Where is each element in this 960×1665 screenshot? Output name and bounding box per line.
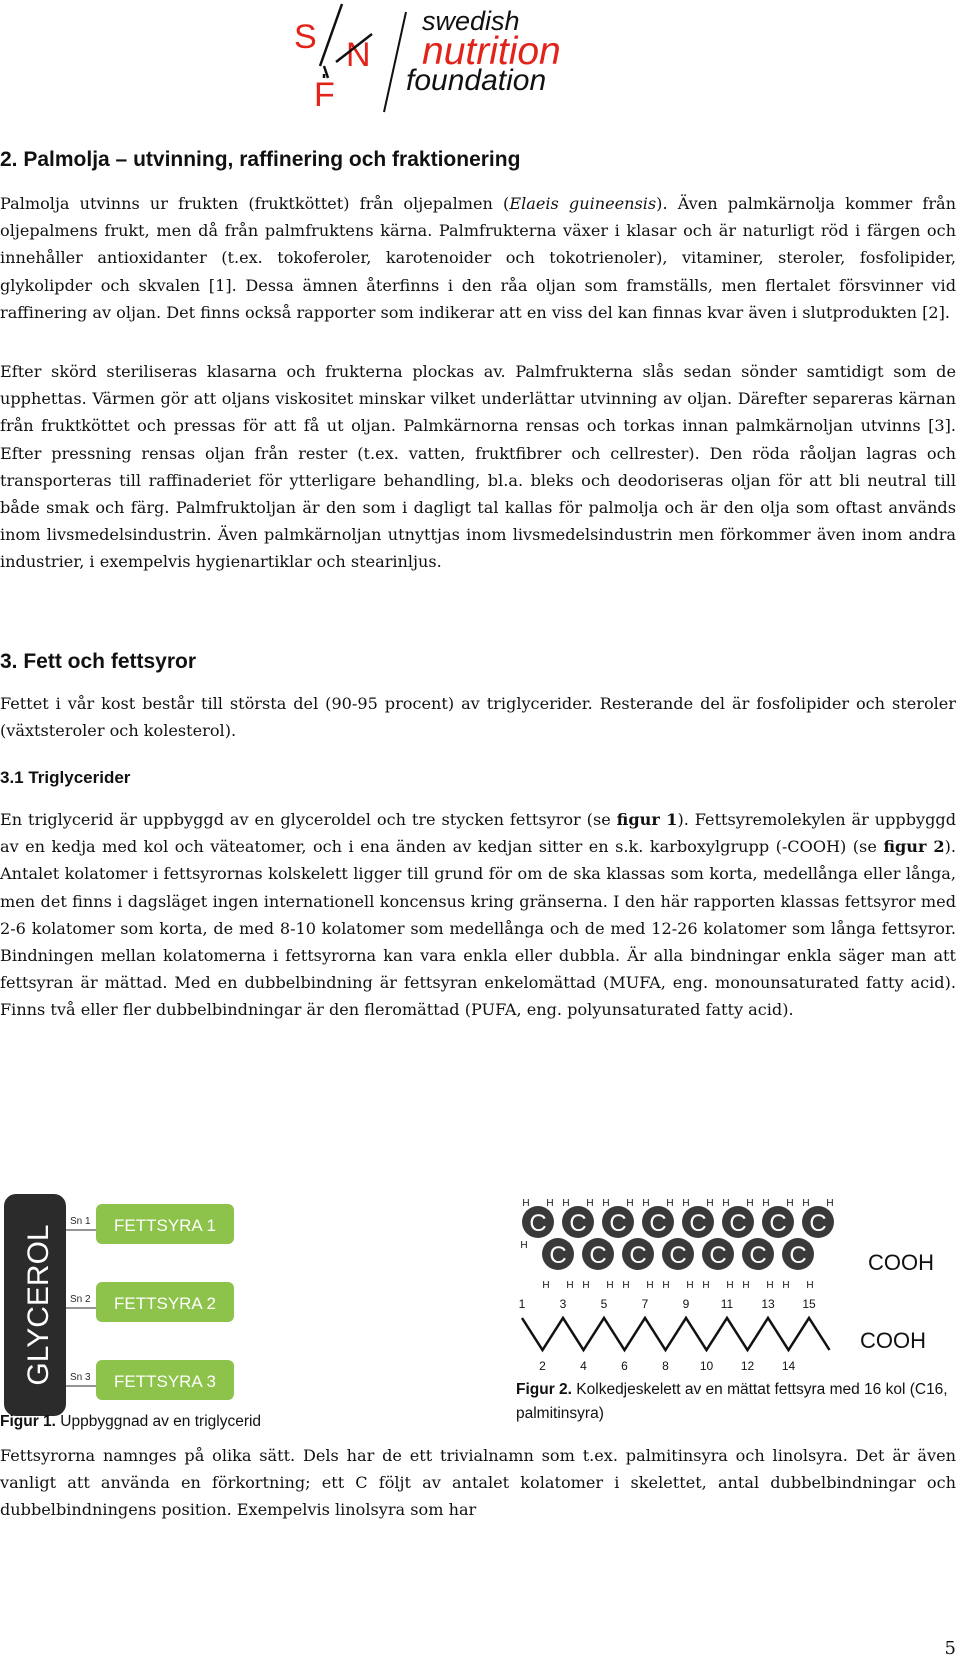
page-number: 5: [944, 1638, 956, 1659]
fatty-acid-1-label: FETTSYRA 1: [113, 1216, 217, 1235]
section-3-1-paragraph: En triglycerid är uppbyggd av en glyceroldel och tre stycken fettsyror (se figur 1). Fettsyremolekylen är uppbyggd av en kedja med kol och väteatomer, och i ena änden av kedjan sitter en s.k. karboxylgrupp (-COOH) (se figur 2). Antalet kolatomer i fettsyrornas kolskelett ligger till grund för om de ska klassas som korta, medellånga eller långa, men det finns i dagsläget ingen internationell koncensus kring gränserna. I den här rapporten klassas fettsyror med 2-6 kolatomer som korta, de med 8-10 kolatomer som medellånga och de med 12-26 kolatomer som långa fettsyror. Bindningen mellan kolatomerna i fettsyrorna kan vara enkla eller dubbla. Är alla bindningar enkla säger man att fettsyran är mättad. Med en dubbelbindning är fettsyran enkelomättad (MUFA, eng. monounsaturated fatty acid). Finns två eller fler dubbelbindningar är den fleromättad (PUFA, eng. polyunsaturated fatty acid).: [0, 810, 956, 1020]
logo-letter-s: S: [294, 18, 317, 56]
section-2-heading: 2. Palmolja – utvinning, raffinering och fraktionering: [0, 148, 521, 171]
carbon-atom-label: C: [729, 1210, 747, 1237]
hydrogen-label: H: [546, 1198, 554, 1209]
hydrogen-label: H: [802, 1198, 810, 1209]
carbon-number-bottom: 12: [740, 1359, 755, 1373]
carbon-atom-label: C: [709, 1242, 727, 1269]
hydrogen-label: H: [726, 1280, 734, 1291]
logo-letter-n: N: [346, 36, 371, 74]
carbon-atom-label: C: [749, 1242, 767, 1269]
carbon-number-top: 1: [518, 1297, 526, 1311]
hydrogen-label: H: [722, 1198, 730, 1209]
carbon-atom-label: C: [649, 1210, 667, 1237]
section-3-heading: 3. Fett och fettsyror: [0, 650, 197, 673]
hydrogen-label: H: [766, 1280, 774, 1291]
carbon-number-top: 11: [720, 1297, 734, 1311]
carbon-atom-label: C: [689, 1210, 707, 1237]
carbon-atom-label: C: [529, 1210, 547, 1237]
carbon-number-bottom: 4: [580, 1359, 587, 1373]
figure-2-caption: Figur 2. Kolkedjeskelett av en mättat fettsyra med 16 kol (C16, palmitinsyra): [516, 1381, 948, 1422]
carbon-atom-label: C: [769, 1210, 787, 1237]
species-name: Elaeis guineensis: [509, 194, 657, 213]
fatty-acid-3-label: FETTSYRA 3: [113, 1372, 217, 1391]
figure-2-reference: figur 2: [883, 837, 945, 857]
carboxyl-group-bottom: COOH: [860, 1328, 926, 1353]
figure-1-caption: Figur 1. Uppbyggnad av en triglycerid: [0, 1413, 262, 1430]
section-3-1-heading: 3.1 Triglycerider: [0, 768, 131, 787]
snf-logo: [294, 0, 674, 118]
hydrogen-label: H: [702, 1280, 710, 1291]
section-3-paragraph-1: Fettet i vår kost består till största del (90-95 procent) av triglycerider. Resterande del är fosfolipider och steroler (växtsteroler och kolesterol).: [0, 694, 956, 741]
hydrogen-label: H: [586, 1198, 594, 1209]
carbon-number-top: 13: [761, 1297, 775, 1311]
carbon-atom-label: C: [789, 1242, 807, 1269]
carbon-number-labels: [519, 1297, 816, 1373]
hydrogen-label: H: [606, 1280, 614, 1291]
hydrogen-label: H: [706, 1198, 714, 1209]
glycerol-label: GLYCEROL: [22, 1224, 55, 1386]
hydrogen-label: H: [686, 1280, 694, 1291]
hydrogen-label: H: [662, 1280, 670, 1291]
carbon-number-bottom: 6: [621, 1359, 628, 1373]
carbon-atom-label: C: [609, 1210, 627, 1237]
zigzag-skeleton: [522, 1318, 830, 1350]
hydrogen-label: H: [642, 1198, 650, 1209]
hydrogen-label: H: [622, 1280, 630, 1291]
carbon-number-top: 5: [600, 1297, 608, 1311]
carbon-number-bottom: 10: [699, 1359, 714, 1373]
carbon-number-top: 3: [559, 1297, 567, 1311]
sn1-label: Sn 1: [70, 1216, 91, 1227]
carbon-number-bottom: 2: [539, 1359, 546, 1373]
hydrogen-label: H: [522, 1198, 530, 1209]
logo-letter-f: F: [314, 76, 335, 114]
hydrogen-label: H: [542, 1280, 550, 1291]
carbon-number-top: 7: [641, 1297, 649, 1311]
hydrogen-label: H: [602, 1198, 610, 1209]
carbon-number-top: 9: [682, 1297, 690, 1311]
hydrogen-label: H: [582, 1280, 590, 1291]
closing-paragraph: Fettsyrorna namnges på olika sätt. Dels har de ett trivialnamn som t.ex. palmitinsyra och linolsyra. Det är även vanligt att använda en förkortning; ett C följt av antalet kolatomer i skelettet, antal dubbelbindningar och dubbelbindningens position. Exempelvis linolsyra som har: [0, 1446, 956, 1520]
hydrogen-label: H: [520, 1240, 528, 1251]
carbon-atom-label: C: [809, 1210, 827, 1237]
fatty-acid-2-label: FETTSYRA 2: [113, 1294, 217, 1313]
hydrogen-label: H: [806, 1280, 814, 1291]
hydrogen-label: H: [646, 1280, 654, 1291]
hydrogen-label: H: [762, 1198, 770, 1209]
hydrogen-label: H: [742, 1280, 750, 1291]
hydrogen-label: H: [746, 1198, 754, 1209]
logo-word-foundation: foundation: [406, 64, 547, 97]
hydrogen-label: H: [562, 1198, 570, 1209]
hydrogen-label: H: [782, 1280, 790, 1291]
section-2-paragraph-1: Palmolja utvinns ur frukten (fruktköttet) från oljepalmen (Elaeis guineensis). Även palmkärnolja kommer från oljepalmens frukt, men då från palmfruktens kärna. Palmfrukterna växer i klasar och är naturligt röd i färgen och innehåller antioxidanter (t.ex. tokoferoler, karotenoider och tokotrienoler), vitaminer, steroler, fosfolipider, glykolipder och skvalen [1]. Dessa ämnen återfinns i den råa oljan som framställs, men flertalet försvinner vid raffinering av oljan. Det finns också rapporter som indikerar att en viss del kan finnas kvar även i slutprodukten [2].: [0, 194, 956, 322]
carbon-number-bottom: 8: [662, 1359, 669, 1373]
figure-1-reference: figur 1: [616, 810, 678, 829]
hydrogen-label: H: [786, 1198, 794, 1209]
carbon-atom-label: C: [549, 1242, 567, 1269]
figure-1-triglyceride-diagram: [0, 1190, 250, 1420]
hydrogen-label: H: [566, 1280, 574, 1291]
logo-word-swedish: swedish: [422, 6, 520, 36]
section-2-paragraph-2: Efter skörd steriliseras klasarna och frukterna plockas av. Palmfrukterna slås sedan sönder samtidigt som de upphettas. Värmen gör att oljans viskositet minskar vilket underlättar utvinning av oljan. Därefter separeras kärnan från fruktköttet och pressas för att få ut oljan. Palmkärnorna rensas och torkas innan palmkärnoljan utvinns [3]. Efter pressning rensas oljan från rester (t.ex. vatten, fruktfibrer och cellrester). Den röda råoljan lagras och transporteras till raffinaderiet för ytterligare behandling, bl.a. bleks och deodoriseras oljan för att bli neutral till både smak och färg. Palmfruktoljan är den som i dagligt tal kallas för palmolja och är den olja som oftast används inom livsmedelsindustrin. Även palmkärnoljan utnyttjas inom livsmedelsindustrin men förkommer även inom andra industrier, i exempelvis hygienartiklar och stearinljus.: [0, 362, 956, 572]
carbon-number-bottom: 14: [781, 1359, 796, 1373]
carbon-atom-label: C: [589, 1242, 607, 1269]
sn3-label: Sn 3: [70, 1372, 91, 1383]
carbon-atoms-group: [520, 1198, 834, 1291]
hydrogen-label: H: [682, 1198, 690, 1209]
carbon-atom-label: C: [629, 1242, 647, 1269]
logo-word-nutrition: nutrition: [422, 30, 561, 73]
carbon-atom-label: C: [569, 1210, 587, 1237]
carbon-atom-label: C: [669, 1242, 687, 1269]
hydrogen-label: H: [826, 1198, 834, 1209]
hydrogen-label: H: [666, 1198, 674, 1209]
carboxyl-group-top: COOH: [868, 1250, 934, 1275]
hydrogen-label: H: [626, 1198, 634, 1209]
sn2-label: Sn 2: [70, 1294, 91, 1305]
carbon-number-top: 15: [802, 1297, 816, 1311]
